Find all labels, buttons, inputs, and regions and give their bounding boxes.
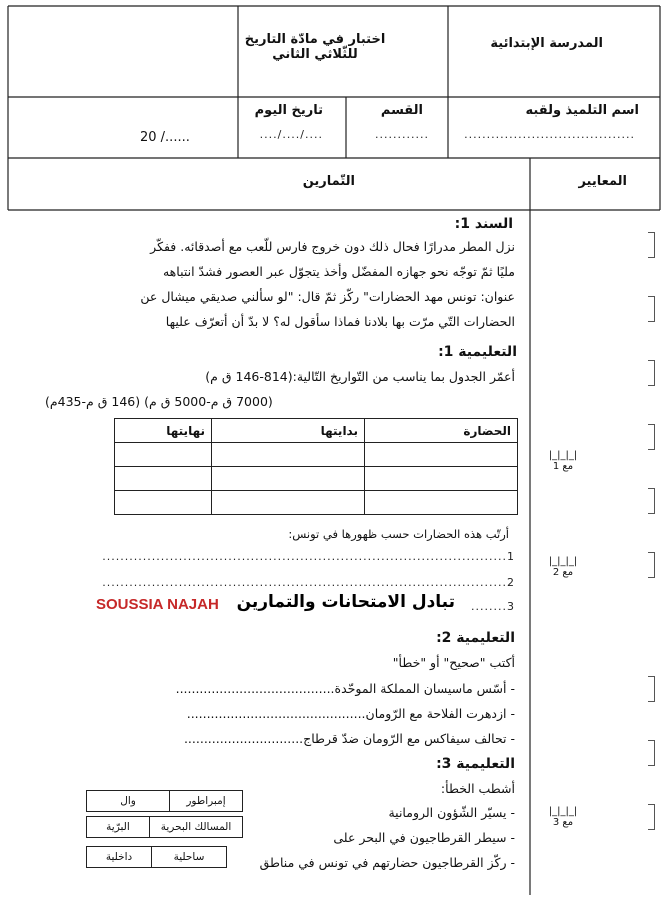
criterion-label: مع 1 [552,461,574,472]
choice-option[interactable]: البرّية [87,817,150,838]
source-title: السند 1: [454,216,513,232]
bracket-mark [648,804,655,830]
table-row [115,491,518,515]
table-cell[interactable] [365,443,518,467]
table-cell[interactable] [212,491,365,515]
criterion-1 [538,450,588,472]
task1-instruction-line2: (7000 ق م-5000 ق م) (146 ق م-435م) [45,394,273,409]
exam-title [240,32,390,62]
civilizations-table [114,418,518,515]
task2-item-text: تحالف سيفاكس مع الرّومان ضدّ قرطاج.............................. [183,731,507,746]
task2-items [65,676,515,751]
choice-option[interactable]: إمبراطور [170,791,243,812]
date-label: تاريخ اليوم [254,103,323,118]
task3-items [215,800,515,875]
word-choices-1 [86,790,243,812]
task1-title: التعليمية 1: [438,344,517,360]
source-line: مليًا ثمّ توجّه نحو جهازه المفضّل وأخذ يتجوّل عبر العصور فشدّ انتباهه [162,264,515,279]
table-row [115,467,518,491]
task2-item-text: أسّس ماسيسان المملكة الموحّدة........................................ [175,681,507,696]
margin-brackets [648,0,665,901]
choice-option[interactable]: داخلية [87,847,152,868]
order-item-2[interactable]: 2.......................................................................................... [102,576,515,589]
table-cell[interactable] [365,467,518,491]
list-item: - ركّز القرطاجيون حضارتهم في تونس في مناطق [259,855,515,870]
class-label: القسم [380,103,423,118]
task3-item-text: سيطر القرطاجيون في البحر على [333,830,507,845]
bracket-mark [648,424,655,450]
task2-instruction: أكتب "صحيح" أو "خطأ" [392,655,515,670]
task3-item-text: ركّز القرطاجيون حضارتهم في تونس في مناطق [259,855,507,870]
criterion-boxes[interactable]: |_|_|_| [548,556,578,567]
bracket-mark [648,676,655,702]
table-cell[interactable] [115,467,212,491]
order-item-1[interactable]: 1.......................................................................................... [102,550,515,563]
table-row [115,443,518,467]
student-name-field[interactable]: ...................................... [464,128,635,141]
task3-instruction: أشطب الخطأ: [440,781,515,796]
criterion-boxes[interactable]: |_|_|_| [548,806,578,817]
bracket-mark [648,296,655,322]
school-name: المدرسة الإبتدائية [490,36,603,51]
task2-item-text: ازدهرت الفلاحة مع الرّومان............................................. [186,706,507,721]
table-cell[interactable] [212,467,365,491]
task1-instruction [45,364,515,414]
task3-title: التعليمية 3: [436,756,515,772]
source-line: نزل المطر مدرارًا فحال ذلك دون خروج فارس للّعب مع أصدقائه. ففكّر [150,239,515,254]
student-name-label: اسم التلميذ ولقبه [525,103,639,118]
table-header-row [115,419,518,443]
list-item[interactable]: - ازدهرت الفلاحة مع الرّومان............................................. [186,706,515,721]
bracket-mark [648,740,655,766]
choice-option[interactable]: المسالك البحرية [150,817,243,838]
bracket-mark [648,360,655,386]
order-instruction: أرتّب هذه الحضارات حسب ظهورها في تونس: [288,527,509,541]
criteria-header: المعايير [578,174,627,189]
choice-option[interactable]: ساحلية [152,847,227,868]
brand-logo: SOUSSIA NAJAH [96,596,219,613]
bracket-mark [648,488,655,514]
order-item-3[interactable]: 3........ [471,600,515,613]
class-field[interactable]: ............ [375,128,429,141]
table-cell[interactable] [115,443,212,467]
exercises-header: التّمارين [302,174,355,189]
bracket-mark [648,232,655,258]
criterion-2 [538,556,588,578]
task3-item-text: يسيّر الشّؤون الرومانية [388,805,507,820]
criterion-label: مع 3 [552,817,574,828]
source-text [0,234,515,334]
word-choices-3 [86,846,227,868]
word-choices-2 [86,816,243,838]
col-start: بدايتها [212,419,365,443]
source-line: عنوان: تونس مهد الحضارات" ركّز ثمّ قال: "لو سألني صديقي ميشال عن [140,289,515,304]
watermark-text: تبادل الامتحانات والتمارين [236,592,455,612]
list-item[interactable]: - أسّس ماسيسان المملكة الموحّدة........................................ [175,681,515,696]
criterion-boxes[interactable]: |_|_|_| [548,450,578,461]
table-cell[interactable] [212,443,365,467]
criterion-label: مع 2 [552,567,574,578]
task2-title: التعليمية 2: [436,630,515,646]
table-cell[interactable] [115,491,212,515]
exam-title-line2: للثّلاثي الثاني [272,47,358,62]
source-line: الحضارات التّي مرّت بها بلادنا فماذا سأقول له؟ لا بدّ أن أتعرّف عليها [165,314,515,329]
list-item[interactable]: - تحالف سيفاكس مع الرّومان ضدّ قرطاج.............................. [183,731,515,746]
date-field[interactable]: ..../..../.... [259,128,323,141]
list-item: - سيطر القرطاجيون في البحر على [333,830,515,845]
task1-instruction-line1: أعمّر الجدول بما يناسب من التّواريخ التّالية:(814-146 ق م) [205,369,515,384]
col-end: نهايتها [115,419,212,443]
col-civilization: الحضارة [365,419,518,443]
table-cell[interactable] [365,491,518,515]
score-field[interactable]: 20 /...... [140,130,190,145]
choice-option[interactable]: وال [87,791,170,812]
list-item: - يسيّر الشّؤون الرومانية [388,805,515,820]
bracket-mark [648,552,655,578]
criterion-3 [538,806,588,828]
exam-title-line1: اختبار في مادّة التاريخ [244,32,386,47]
